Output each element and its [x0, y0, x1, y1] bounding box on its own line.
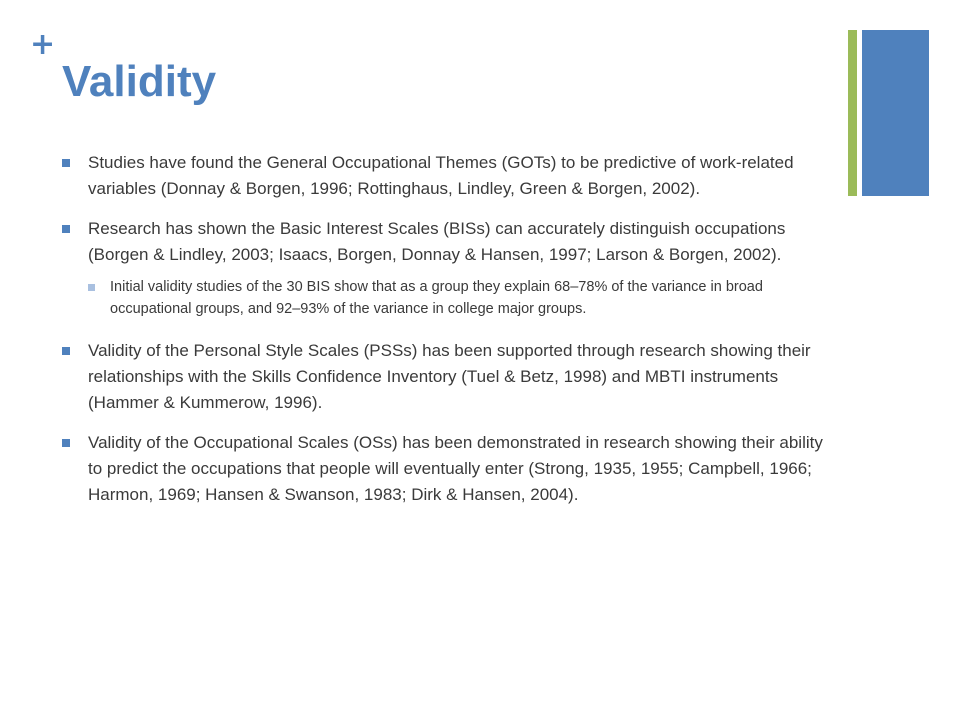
bullet-list — [62, 150, 832, 522]
bullet-item-oss: Validity of the Occupational Scales (OSs) has been demonstrated in research showing their ability to predict the occupations that people will eventually enter (Strong, 1935, 1955; Campbell, 1966; Harmon, 1969; Hansen & Swanson, 1983; Dirk & Hansen, 2004). — [62, 430, 832, 508]
decorative-blue-block — [862, 30, 929, 196]
plus-icon: + — [30, 27, 56, 62]
bullet-item-psss: Validity of the Personal Style Scales (PSSs) has been supported through research showing their relationships with the Skills Confidence Inventory (Tuel & Betz, 1998) and MBTI instruments (Hammer & Kummerow, 1996). — [62, 338, 832, 416]
bullet-item-biss: Research has shown the Basic Interest Scales (BISs) can accurately distinguish occupations (Borgen & Lindley, 2003; Isaacs, Borgen, Donnay & Hansen, 1997; Larson & Borgen, 2002). — [62, 216, 832, 268]
bullet-item-gots: Studies have found the General Occupational Themes (GOTs) to be predictive of work-related variables (Donnay & Borgen, 1996; Rottinghaus, Lindley, Green & Borgen, 2002). — [62, 150, 832, 202]
sub-bullet-item-bis-validity: Initial validity studies of the 30 BIS show that as a group they explain 68–78% of the variance in broad occupational groups, and 92–93% of the variance in college major groups. — [88, 276, 832, 320]
decorative-green-bar — [848, 30, 857, 196]
slide-title: Validity — [62, 57, 217, 106]
